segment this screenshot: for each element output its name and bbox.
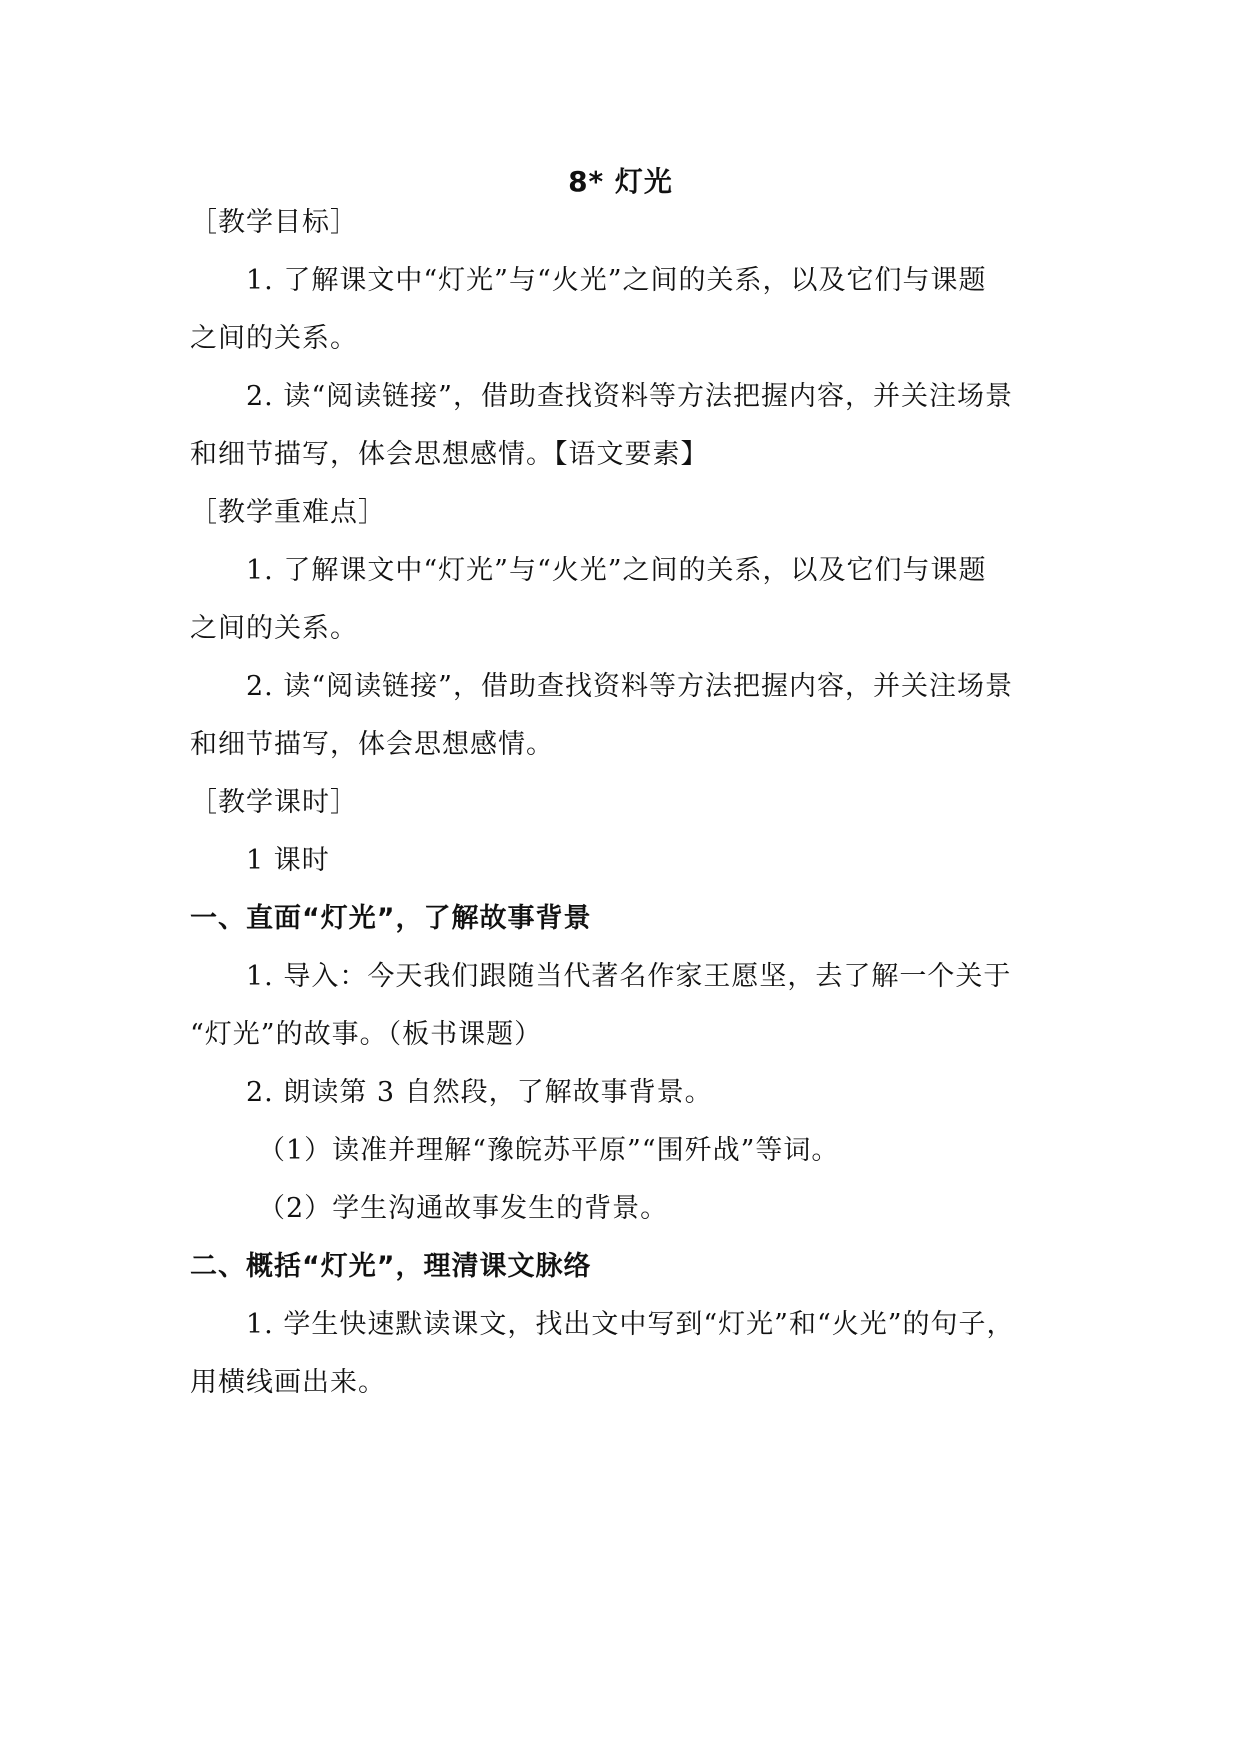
part-1-item-2: 2. 朗读第 3 自然段，了解故事背景。 xyxy=(246,1077,713,1108)
goal-1-line-1: 1. 了解课文中“灯光”与“火光”之间的关系，以及它们与课题 xyxy=(246,265,987,296)
part-1-sub-2: （2）学生沟通故事发生的背景。 xyxy=(258,1193,669,1224)
hours-label: ［教学课时］ xyxy=(190,787,358,818)
key-points-label: ［教学重难点］ xyxy=(190,497,386,528)
part-2-item-1-line-2: 用横线画出来。 xyxy=(190,1367,386,1398)
part-1-item-1-line-2: “灯光”的故事。（板书课题） xyxy=(190,1019,543,1050)
goals-label: ［教学目标］ xyxy=(190,207,358,238)
hours-value: 1 课时 xyxy=(246,845,330,876)
goal-1-line-2: 之间的关系。 xyxy=(190,323,358,354)
goal-2-line-1: 2. 读“阅读链接”，借助查找资料等方法把握内容，并关注场景 xyxy=(246,381,1013,412)
part-1-sub-1: （1）读准并理解“豫皖苏平原”“围歼战”等词。 xyxy=(258,1135,840,1166)
part-2-heading: 二、概括“灯光”，理清课文脉络 xyxy=(190,1251,592,1282)
part-1-item-1-line-1: 1. 导入：今天我们跟随当代著名作家王愿坚，去了解一个关于 xyxy=(246,961,1012,992)
lesson-title: 8* 灯光 xyxy=(568,165,673,198)
part-1-heading: 一、直面“灯光”，了解故事背景 xyxy=(190,903,592,934)
key-point-1-line-2: 之间的关系。 xyxy=(190,613,358,644)
goal-2-line-2: 和细节描写，体会思想感情。【语文要素】 xyxy=(190,439,709,470)
key-point-1-line-1: 1. 了解课文中“灯光”与“火光”之间的关系，以及它们与课题 xyxy=(246,555,987,586)
key-point-2-line-1: 2. 读“阅读链接”，借助查找资料等方法把握内容，并关注场景 xyxy=(246,671,1013,702)
part-2-item-1-line-1: 1. 学生快速默读课文，找出文中写到“灯光”和“火光”的句子， xyxy=(246,1309,1015,1340)
key-point-2-line-2: 和细节描写，体会思想感情。 xyxy=(190,729,554,760)
